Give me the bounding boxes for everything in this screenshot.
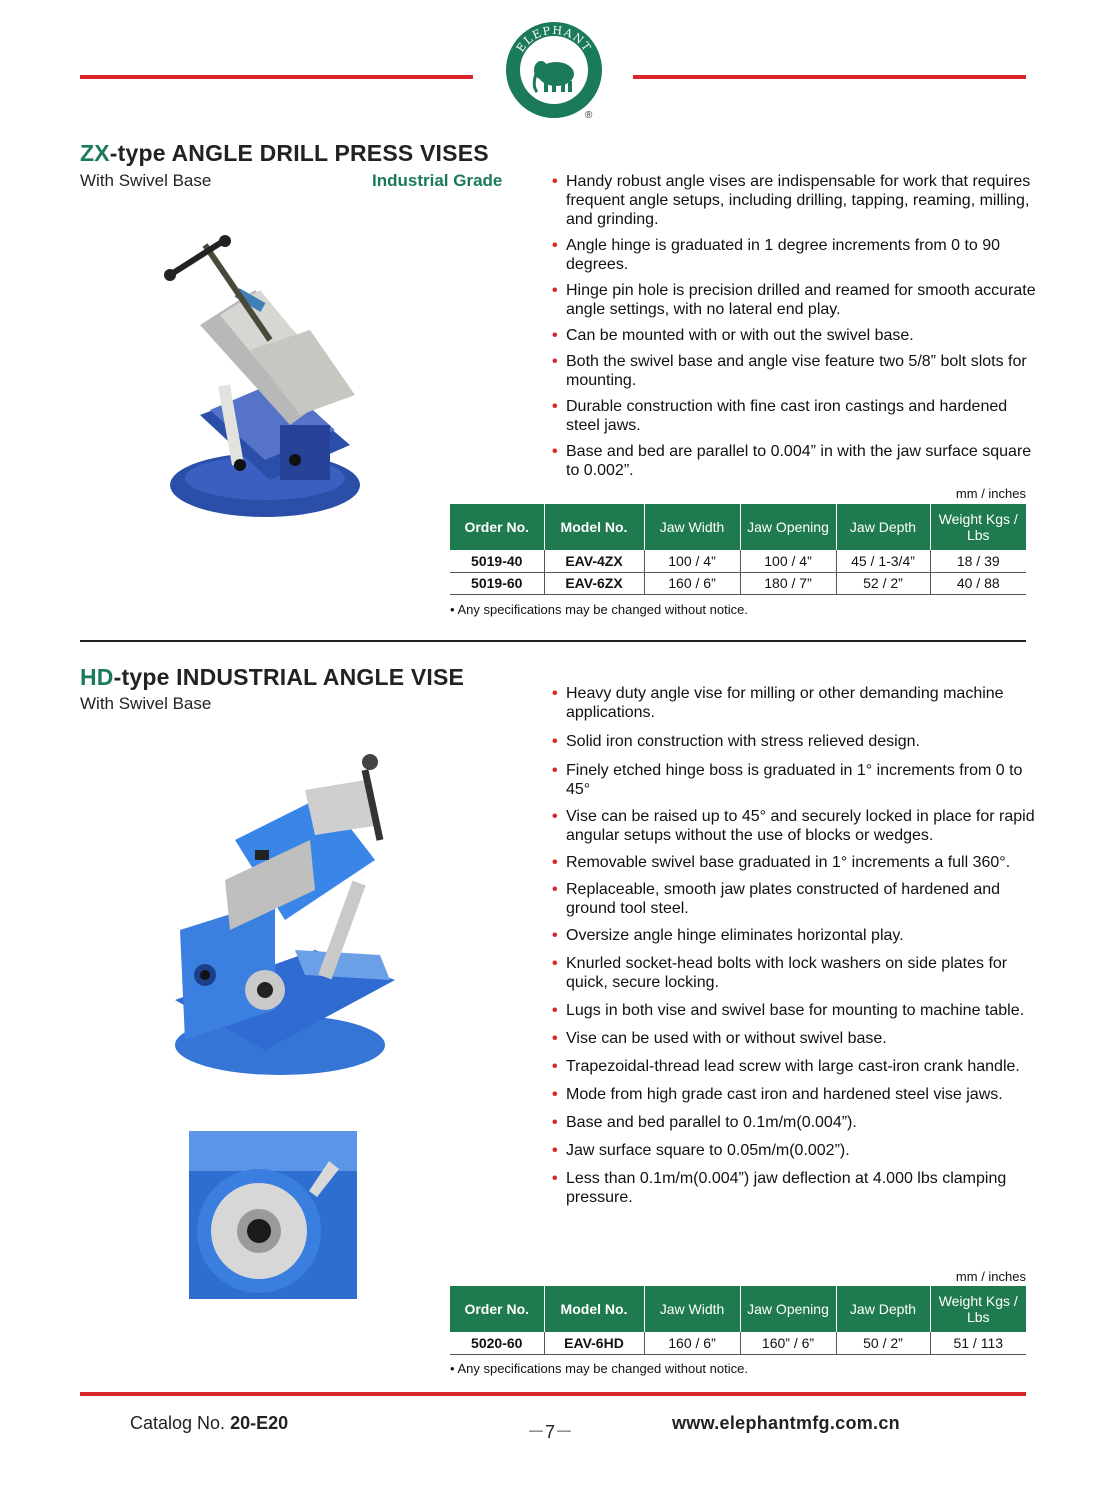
list-item: • Finely etched hinge boss is graduated in 1° increments from 0 to 45° — [552, 761, 1037, 799]
table-cell: 50 / 2” — [836, 1332, 930, 1354]
column-header: Jaw Opening — [740, 504, 836, 550]
footer-rule — [80, 1392, 1026, 1396]
section1-grade: Industrial Grade — [372, 171, 503, 190]
section1-title — [80, 140, 489, 167]
hd-vise-photo — [165, 750, 400, 1085]
column-header: Order No. — [450, 504, 544, 550]
list-item: • Knurled socket-head bolts with lock washers on side plates for quick, secure locking. — [552, 954, 1037, 992]
table-cell: 160” / 6” — [740, 1332, 836, 1354]
table-row — [450, 550, 1026, 572]
list-item: • Solid iron construction with stress relieved design. — [552, 732, 1037, 751]
list-item: • Handy robust angle vises are indispensable for work that requires frequent angle setups, including drilling, tapping, reaming, milling, and grinding. — [552, 172, 1037, 229]
section2-title — [80, 664, 464, 691]
header-rule-right — [633, 75, 1026, 79]
table-cell: 52 / 2” — [836, 572, 930, 594]
column-header: Model No. — [544, 504, 644, 550]
list-item: • Hinge pin hole is precision drilled and reamed for smooth accurate angle settings, with no lateral end play. — [552, 281, 1037, 319]
list-item: • Trapezoidal-thread lead screw with large cast-iron crank handle. — [552, 1057, 1037, 1076]
elephant-logo — [504, 20, 604, 120]
section1-notice: • Any specifications may be changed without notice. — [450, 602, 748, 617]
website-url[interactable]: www.elephantmfg.com.cn — [672, 1413, 900, 1433]
list-item: • Replaceable, smooth jaw plates constructed of hardened and ground tool steel. — [552, 880, 1037, 918]
section1-feature-list — [552, 172, 1037, 480]
catalog-number — [130, 1413, 288, 1434]
section1-subtitle: With Swivel Base — [80, 171, 212, 190]
table-header-row — [450, 504, 1026, 550]
list-item: • Both the swivel base and angle vise feature two 5/8” bolt slots for mounting. — [552, 352, 1037, 390]
column-header: Jaw Width — [644, 504, 740, 550]
section2-spec-table — [450, 1286, 1026, 1355]
table-cell: 40 / 88 — [930, 572, 1026, 594]
table-row — [450, 1332, 1026, 1354]
list-item: • Base and bed are parallel to 0.004” in with the jaw surface square to 0.002”. — [552, 442, 1037, 480]
header-rule-left — [80, 75, 473, 79]
table-cell: 100 / 4” — [644, 550, 740, 572]
table-cell: EAV-6ZX — [544, 572, 644, 594]
list-item: • Jaw surface square to 0.05m/m(0.002”). — [552, 1141, 1037, 1160]
section1-title-text: -type ANGLE DRILL PRESS VISES — [109, 140, 489, 166]
hinge-closeup-photo — [189, 1131, 357, 1299]
section2-notice: • Any specifications may be changed without notice. — [450, 1361, 748, 1376]
list-item: • Vise can be raised up to 45° and securely locked in place for rapid angular setups without the use of blocks or wedges. — [552, 807, 1037, 845]
table-header-row — [450, 1286, 1026, 1332]
section2-unit-note: mm / inches — [955, 1269, 1026, 1284]
list-item: • Base and bed parallel to 0.1m/m(0.004”). — [552, 1113, 1037, 1132]
column-header: Jaw Depth — [836, 504, 930, 550]
column-header: Jaw Opening — [740, 1286, 836, 1332]
column-header: Weight Kgs / Lbs — [930, 1286, 1026, 1332]
table-cell: 5019-40 — [450, 550, 544, 572]
list-item: • Less than 0.1m/m(0.004”) jaw deflection at 4.000 lbs clamping pressure. — [552, 1169, 1037, 1207]
section1-title-prefix: ZX — [80, 140, 110, 166]
section2-subtitle: With Swivel Base — [80, 694, 212, 713]
table-cell: EAV-6HD — [544, 1332, 644, 1354]
table-cell: 160 / 6” — [644, 572, 740, 594]
list-item: • Angle hinge is graduated in 1 degree increments from 0 to 90 degrees. — [552, 236, 1037, 274]
catalog-code: 20-E20 — [230, 1413, 289, 1433]
column-header: Jaw Depth — [836, 1286, 930, 1332]
table-cell: 45 / 1-3/4” — [836, 550, 930, 572]
list-item: • Removable swivel base graduated in 1° increments a full 360°. — [552, 853, 1037, 872]
zx-vise-photo — [160, 235, 370, 525]
page-number: －7－ — [527, 1422, 574, 1442]
table-cell: 100 / 4” — [740, 550, 836, 572]
table-cell: 18 / 39 — [930, 550, 1026, 572]
column-header: Order No. — [450, 1286, 544, 1332]
list-item: • Oversize angle hinge eliminates horizontal play. — [552, 926, 1037, 945]
list-item: • Heavy duty angle vise for milling or other demanding machine applications. — [552, 684, 1037, 722]
list-item: • Vise can be used with or without swivel base. — [552, 1029, 1037, 1048]
list-item: • Durable construction with fine cast iron castings and hardened steel jaws. — [552, 397, 1037, 435]
section2-title-prefix: HD — [80, 664, 114, 690]
section-divider — [80, 640, 1026, 642]
table-cell: 5019-60 — [450, 572, 544, 594]
svg-text:ELEPHANT: ELEPHANT — [513, 23, 595, 55]
column-header: Model No. — [544, 1286, 644, 1332]
table-cell: 180 / 7” — [740, 572, 836, 594]
catalog-label: Catalog No. — [130, 1413, 226, 1433]
section2-title-text: -type INDUSTRIAL ANGLE VISE — [113, 664, 465, 690]
section1-spec-table — [450, 504, 1026, 595]
column-header: Jaw Width — [644, 1286, 740, 1332]
table-cell: EAV-4ZX — [544, 550, 644, 572]
table-cell: 51 / 113 — [930, 1332, 1026, 1354]
column-header: Weight Kgs / Lbs — [930, 504, 1026, 550]
section2-feature-list — [552, 684, 1037, 1207]
table-cell: 5020-60 — [450, 1332, 544, 1354]
list-item: • Mode from high grade cast iron and hardened steel vise jaws. — [552, 1085, 1037, 1104]
table-row — [450, 572, 1026, 594]
section1-unit-note: mm / inches — [955, 486, 1026, 501]
table-cell: 160 / 6” — [644, 1332, 740, 1354]
registered-mark: ® — [585, 110, 593, 121]
list-item: • Can be mounted with or with out the swivel base. — [552, 326, 1037, 345]
list-item: • Lugs in both vise and swivel base for mounting to machine table. — [552, 1001, 1037, 1020]
